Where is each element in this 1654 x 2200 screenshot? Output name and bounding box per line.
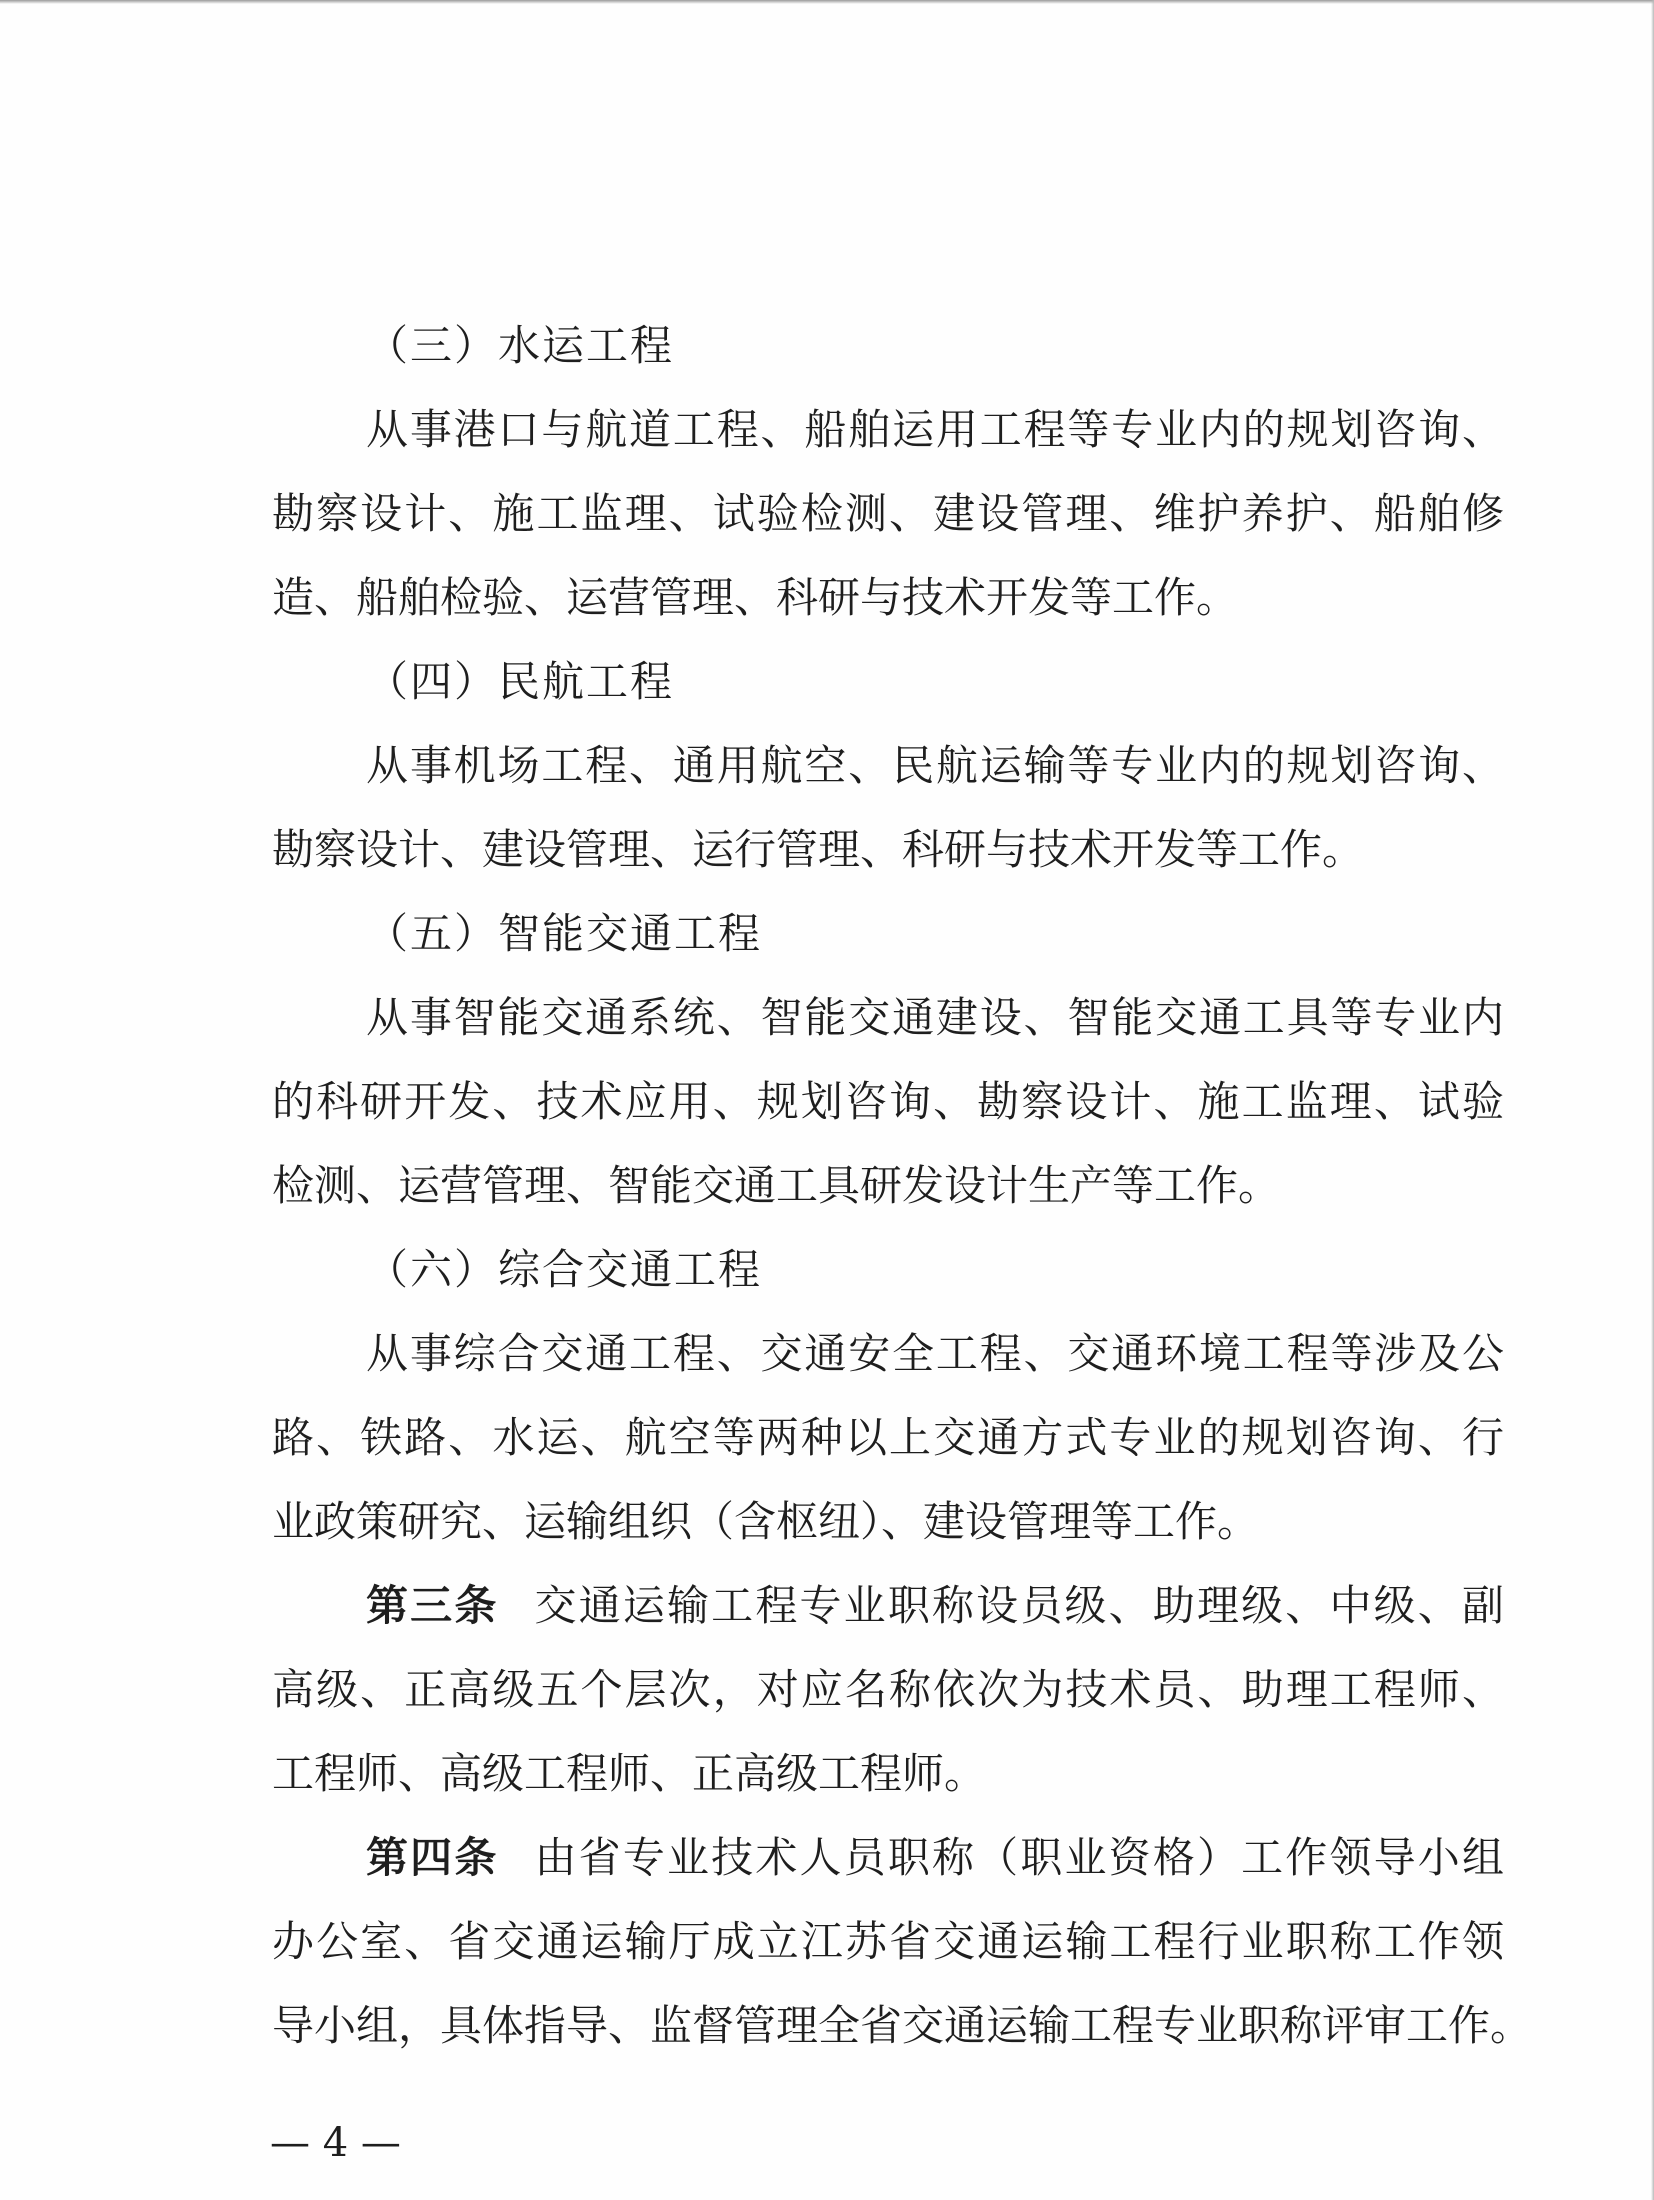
article-four-text: 由省专业技术人员职称（职业资格）工作领导小组 [534, 1833, 1504, 1882]
section-heading-integrated-transport: （六）综合交通工程 [366, 1245, 763, 1294]
section-heading-water-transport: （三）水运工程 [366, 321, 675, 370]
article-four-label: 第四条 [366, 1833, 499, 1882]
paragraph-line: 从事港口与航道工程、船舶运用工程等专业内的规划咨询、 [366, 405, 1504, 454]
page-number: — 4 — [270, 2120, 401, 2166]
document-body [272, 304, 1533, 2068]
article-three-first-line [272, 1564, 1504, 1648]
article-four-first-line [272, 1816, 1504, 1900]
paragraph-line: 办公室、省交通运输厅成立江苏省交通运输工程行业职称工作领 [272, 1917, 1504, 1966]
paragraph-line: 造、船舶检验、运营管理、科研与技术开发等工作。 [272, 573, 1239, 622]
paragraph-line: 勘察设计、施工监理、试验检测、建设管理、维护养护、船舶修 [272, 489, 1504, 538]
section-heading-civil-aviation: （四）民航工程 [366, 657, 675, 706]
article-three-label: 第三条 [366, 1581, 499, 1630]
paragraph-line: 路、铁路、水运、航空等两种以上交通方式专业的规划咨询、行 [272, 1413, 1504, 1462]
article-three-text: 交通运输工程专业职称设员级、助理级、中级、副 [534, 1581, 1504, 1630]
paragraph-line: 检测、运营管理、智能交通工具研发设计生产等工作。 [272, 1161, 1281, 1210]
paragraph-line: 导小组，具体指导、监督管理全省交通运输工程专业职称评审工作。 [272, 2001, 1533, 2050]
paragraph-line: 的科研开发、技术应用、规划咨询、勘察设计、施工监理、试验 [272, 1077, 1504, 1126]
section-heading-intelligent-transport: （五）智能交通工程 [366, 909, 763, 958]
paragraph-line: 从事综合交通工程、交通安全工程、交通环境工程等涉及公 [366, 1329, 1504, 1378]
paragraph-line: 工程师、高级工程师、正高级工程师。 [272, 1749, 987, 1798]
paragraph-line: 业政策研究、运输组织（含枢纽）、建设管理等工作。 [272, 1497, 1260, 1546]
paragraph-line: 从事机场工程、通用航空、民航运输等专业内的规划咨询、 [366, 741, 1504, 790]
paragraph-line: 高级、正高级五个层次，对应名称依次为技术员、助理工程师、 [272, 1665, 1504, 1714]
paragraph-line: 从事智能交通系统、智能交通建设、智能交通工具等专业内 [366, 993, 1504, 1042]
scan-top-edge [0, 0, 1654, 4]
paragraph-line: 勘察设计、建设管理、运行管理、科研与技术开发等工作。 [272, 825, 1365, 874]
